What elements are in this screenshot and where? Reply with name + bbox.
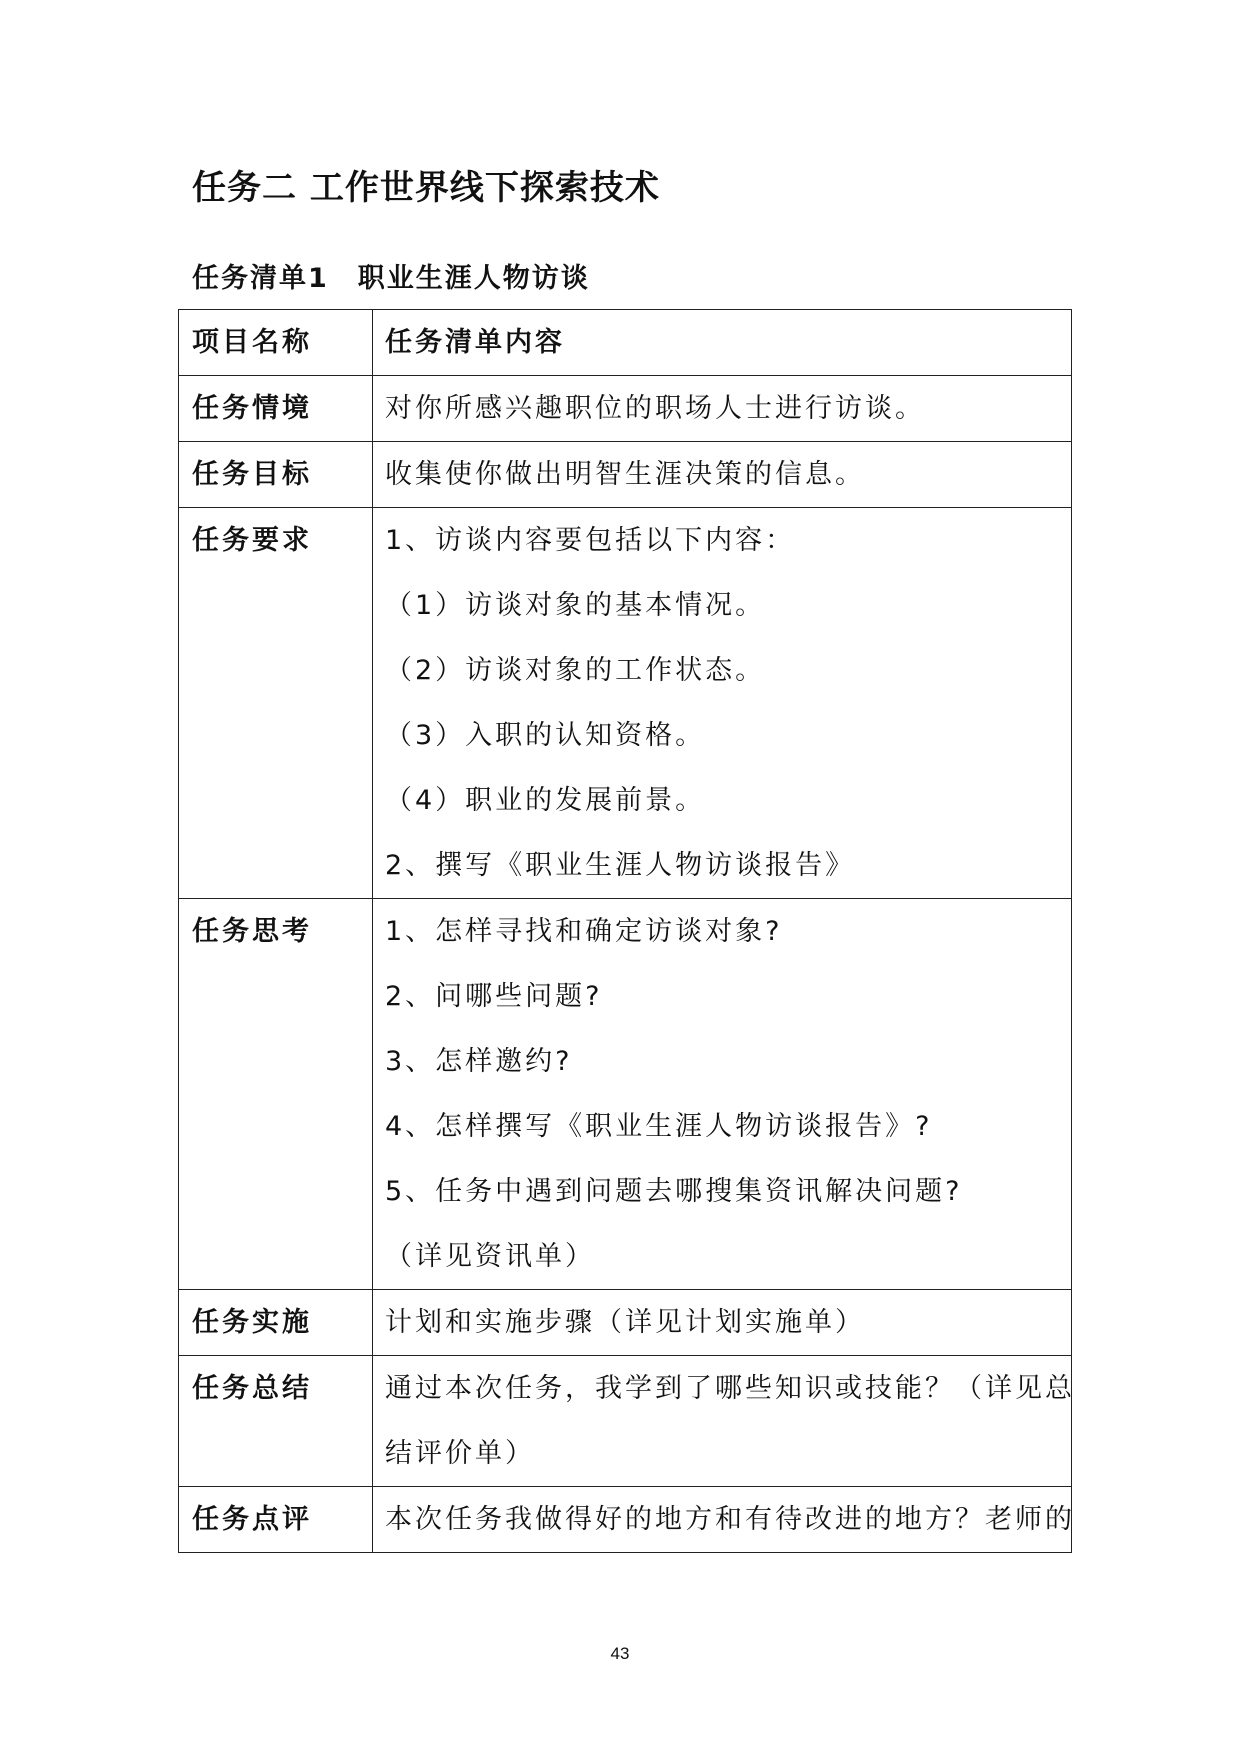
task-list-table: [178, 309, 1075, 1553]
page-title: 任务二 工作世界线下探索技术: [192, 168, 660, 208]
row-name-cell: [179, 1290, 373, 1356]
row-content-line: 通过本次任务，我学到了哪些知识或技能？（详见总: [385, 1373, 1075, 1404]
row-name-cell: [179, 1487, 373, 1553]
row-content-line: 1、怎样寻找和确定访谈对象?: [385, 916, 783, 947]
row-content-line: （4）职业的发展前景。: [385, 785, 706, 816]
row-name-cell: [179, 1356, 373, 1487]
row-name-text: 任务思考: [192, 916, 312, 947]
row-content-cell: [373, 1487, 1075, 1553]
row-content-line: 3、怎样邀约?: [385, 1046, 573, 1077]
row-content-cell: [373, 1356, 1075, 1487]
row-name-text: 任务目标: [192, 459, 312, 490]
table-row: [179, 1487, 1072, 1553]
row-name-cell: [179, 442, 373, 508]
row-content-line: （详见资讯单）: [385, 1241, 595, 1272]
row-content-line: 本次任务我做得好的地方和有待改进的地方？老师的: [385, 1504, 1075, 1535]
row-content-line: 5、任务中遇到问题去哪搜集资讯解决问题?: [385, 1176, 963, 1207]
row-content-cell: [373, 442, 1072, 508]
row-content-line: 结评价单）: [385, 1438, 535, 1469]
row-content-line: 计划和实施步骤（详见计划实施单）: [385, 1307, 865, 1338]
row-content-cell: [373, 508, 1072, 899]
row-name-text: 任务情境: [192, 393, 312, 424]
row-content-line: （3）入职的认知资格。: [385, 720, 706, 751]
row-content-line: 4、怎样撰写《职业生涯人物访谈报告》?: [385, 1111, 933, 1142]
row-content-line: （2）访谈对象的工作状态。: [385, 655, 766, 686]
row-name-cell: [179, 376, 373, 442]
header-name-cell: [179, 310, 373, 376]
table-row: [179, 1290, 1072, 1356]
header-content-text: 任务清单内容: [385, 327, 565, 358]
row-name-cell: [179, 899, 373, 1290]
table-row: [179, 376, 1072, 442]
row-content-line: （1）访谈对象的基本情况。: [385, 590, 766, 621]
row-content-cell: [373, 1290, 1072, 1356]
row-name-text: 任务实施: [192, 1307, 312, 1338]
row-name-text: 任务要求: [192, 525, 312, 556]
table-header-row: [179, 310, 1072, 376]
header-content-cell: [373, 310, 1072, 376]
table-row: [179, 899, 1072, 1290]
row-content-line: 对你所感兴趣职位的职场人士进行访谈。: [385, 393, 925, 424]
table-row: [179, 508, 1072, 899]
row-name-text: 任务点评: [192, 1504, 312, 1535]
row-content-line: 2、问哪些问题?: [385, 981, 603, 1012]
row-content-cell: [373, 899, 1072, 1290]
row-name-text: 任务总结: [192, 1373, 312, 1404]
header-name-text: 项目名称: [192, 327, 312, 358]
task-list-title: 任务清单1 职业生涯人物访谈: [192, 263, 590, 294]
row-content-cell: [373, 376, 1072, 442]
row-content-line: 2、撰写《职业生涯人物访谈报告》: [385, 850, 856, 881]
page-number: 43: [610, 1644, 630, 1663]
row-content-line: 收集使你做出明智生涯决策的信息。: [385, 459, 865, 490]
row-name-cell: [179, 508, 373, 899]
table-row: [179, 442, 1072, 508]
row-content-line: 1、访谈内容要包括以下内容：: [385, 525, 796, 556]
table-row: [179, 1356, 1072, 1487]
